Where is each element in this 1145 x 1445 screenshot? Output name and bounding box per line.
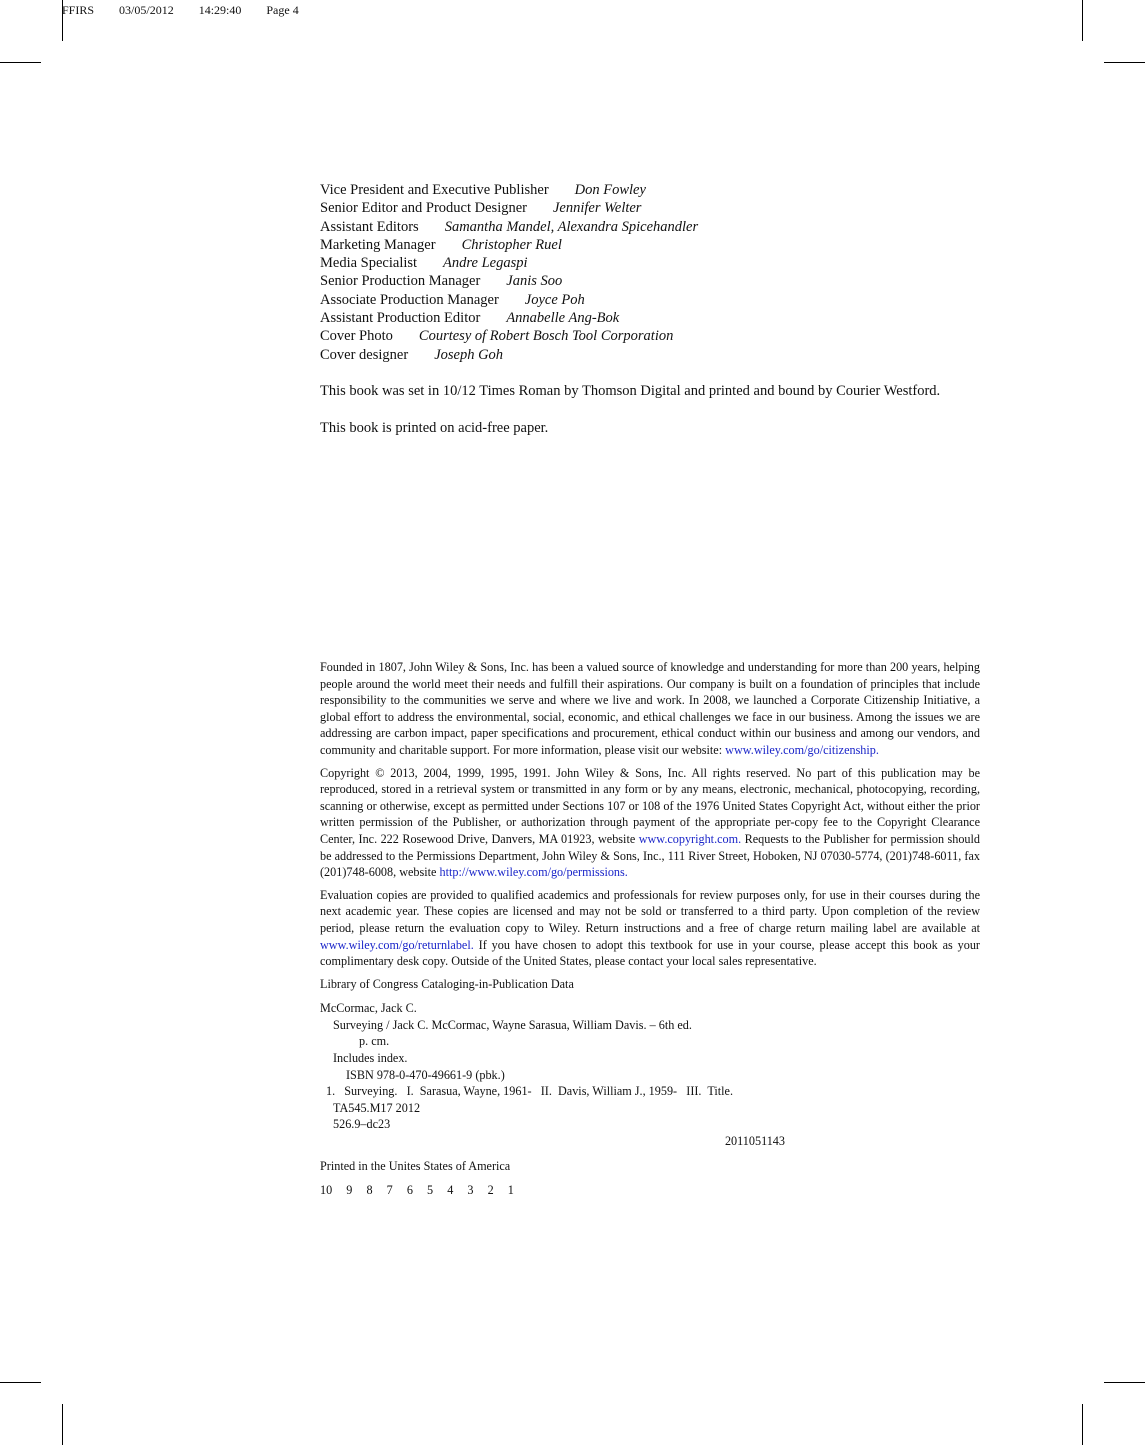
crop-mark-bottom-right-vertical — [1082, 1404, 1083, 1445]
legal-block — [320, 659, 980, 1199]
cip-isbn: ISBN 978-0-470-49661-9 (pbk.) — [346, 1067, 505, 1082]
cip-lc-class: TA545.M17 2012 — [333, 1100, 421, 1115]
crop-mark-top-left-horizontal — [0, 62, 41, 63]
evaluation-text-a: Evaluation copies are provided to qualified academics and professionals for review purposes only, for use in their courses during the next academic year. These copies are licensed and may not be sold or transferred to a third party. Upon completion of the review period, please return the evaluation copy to Wiley. Return instructions and a free of charge return mailing label are available at — [320, 887, 980, 935]
permissions-link[interactable]: http://www.wiley.com/go/permissions. — [439, 865, 628, 880]
cip-lccn: 2011051143 — [724, 1134, 785, 1149]
copyright-link[interactable]: www.copyright.com. — [638, 831, 742, 846]
crop-mark-bottom-left-vertical — [62, 1404, 63, 1445]
credit-name: Don Fowley — [574, 182, 646, 198]
citizenship-link[interactable]: www.wiley.com/go/citizenship. — [725, 742, 879, 757]
credit-row — [320, 181, 980, 199]
evaluation-text-b: If you have chosen to adopt this textbook for use in your course, please accept this book as your complimentary desk copy. Outside of the United States, please contact your local sales representative. — [320, 937, 980, 969]
credit-role: Associate Production Manager — [320, 291, 499, 308]
credit-row — [320, 346, 980, 364]
cip-subjects: 1. Surveying. I. Sarasua, Wayne, 1961- II. Davis, William J., 1959- III. Title. — [326, 1084, 733, 1099]
credit-row — [320, 291, 980, 309]
crop-mark-bottom-right-horizontal — [1104, 1382, 1145, 1383]
cip-heading: Library of Congress Cataloging-in-Publication Data — [320, 976, 574, 991]
spacer — [320, 1150, 980, 1158]
cip-record — [320, 1000, 980, 1149]
credit-name: Joseph Goh — [434, 346, 504, 363]
founded-text: Founded in 1807, John Wiley & Sons, Inc. has been a valued source of knowledge and understanding for more than 200 years, helping people around the world meet their needs and fulfill their aspirations. Our company is built on a foundation of principles that include responsibility to the communities we serve and where we live and work. In 2008, we launched a Corporate Citizenship Initiative, a global effort to address the environmental, social, economic, and ethical challenges we face in our business. Among the issues we are addressing are carbon impact, paper specifications and procurement, ethical conduct within our business and among our vendors, and community and charitable support. For more information, please visit our website: — [320, 660, 980, 757]
credit-role: Vice President and Executive Publisher — [320, 182, 549, 198]
credit-name: Samantha Mandel, Alexandra Spicehandler — [444, 218, 699, 235]
credit-name: Jennifer Welter — [553, 200, 642, 217]
credit-role: Senior Editor and Product Designer — [320, 200, 527, 217]
credit-row — [320, 218, 980, 236]
credit-name: Janis Soo — [506, 273, 563, 290]
slug-date: 03/05/2012 — [119, 3, 174, 17]
evaluation-paragraph — [320, 887, 980, 970]
typeset-note: This book was set in 10/12 Times Roman by Thomson Digital and printed and bound by Courier Westford. — [320, 383, 941, 399]
credit-role: Marketing Manager — [320, 236, 436, 253]
print-number-line: 10 9 8 7 6 5 4 3 2 1 — [320, 1183, 514, 1198]
credit-name: Annabelle Ang-Bok — [506, 310, 620, 327]
printer-slug — [62, 3, 321, 18]
credit-name: Joyce Poh — [524, 291, 585, 308]
credit-role: Media Specialist — [320, 255, 418, 272]
copyright-paragraph — [320, 765, 980, 881]
cip-pages: p. cm. — [359, 1034, 390, 1049]
credit-role: Senior Production Manager — [320, 273, 481, 290]
slug-code: FFIRS — [62, 3, 95, 17]
paper-note: This book is printed on acid-free paper. — [320, 420, 549, 436]
credit-role: Assistant Production Editor — [320, 310, 481, 327]
slug-page: Page 4 — [266, 3, 299, 17]
cip-title-line: Surveying / Jack C. McCormac, Wayne Sarasua, William Davis. – 6th ed. — [333, 1017, 692, 1032]
credit-row — [320, 254, 980, 272]
crop-mark-top-right-horizontal — [1104, 62, 1145, 63]
copyright-text-b: Requests to the Publisher for permission should be addressed to the Permissions Department, John Wiley & Sons, Inc., 111 River Street, Hoboken, NJ 07030-5774, (201)748-6011, fax (201)748-6008, website — [320, 831, 980, 880]
credits-list — [320, 181, 980, 364]
crop-mark-bottom-left-horizontal — [0, 1382, 41, 1383]
printed-in: Printed in the Unites States of America — [320, 1158, 511, 1173]
slug-time: 14:29:40 — [198, 3, 242, 17]
cip-author: McCormac, Jack C. — [320, 1001, 417, 1016]
founded-paragraph — [320, 659, 980, 759]
credit-name: Courtesy of Robert Bosch Tool Corporation — [418, 328, 674, 345]
credit-name: Christopher Ruel — [461, 236, 562, 253]
credit-role: Cover Photo — [320, 328, 393, 345]
credit-row — [320, 236, 980, 254]
copyright-text-a: Copyright © 2013, 2004, 1999, 1995, 1991. John Wiley & Sons, Inc. All rights reserved. No part of this publication may be reproduced, stored in a retrieval system or transmitted in any form or by any means, electronic, mechanical, photocopying, recording, scanning or otherwise, except as permitted under Sections 107 or 108 of the 1976 United States Copyright Act, without either the prior written permission of the Publisher, or authorization through payment of the appropriate per-copy fee to the Copyright Clearance Center, Inc. 222 Rosewood Drive, Danvers, MA 01923, website — [320, 765, 980, 846]
spacer — [320, 1174, 980, 1182]
credit-role: Cover designer — [320, 346, 409, 363]
credit-row — [320, 309, 980, 327]
returnlabel-link[interactable]: www.wiley.com/go/returnlabel. — [320, 937, 474, 952]
credit-role: Assistant Editors — [320, 218, 419, 235]
credit-row — [320, 199, 980, 217]
credit-name: Andre Legaspi — [443, 255, 528, 272]
spacer — [320, 992, 980, 1000]
credit-row — [320, 272, 980, 290]
crop-mark-top-right-vertical — [1082, 0, 1083, 41]
cip-index: Includes index. — [333, 1051, 408, 1066]
credit-row — [320, 327, 980, 345]
cip-dewey: 526.9–dc23 — [333, 1117, 391, 1132]
